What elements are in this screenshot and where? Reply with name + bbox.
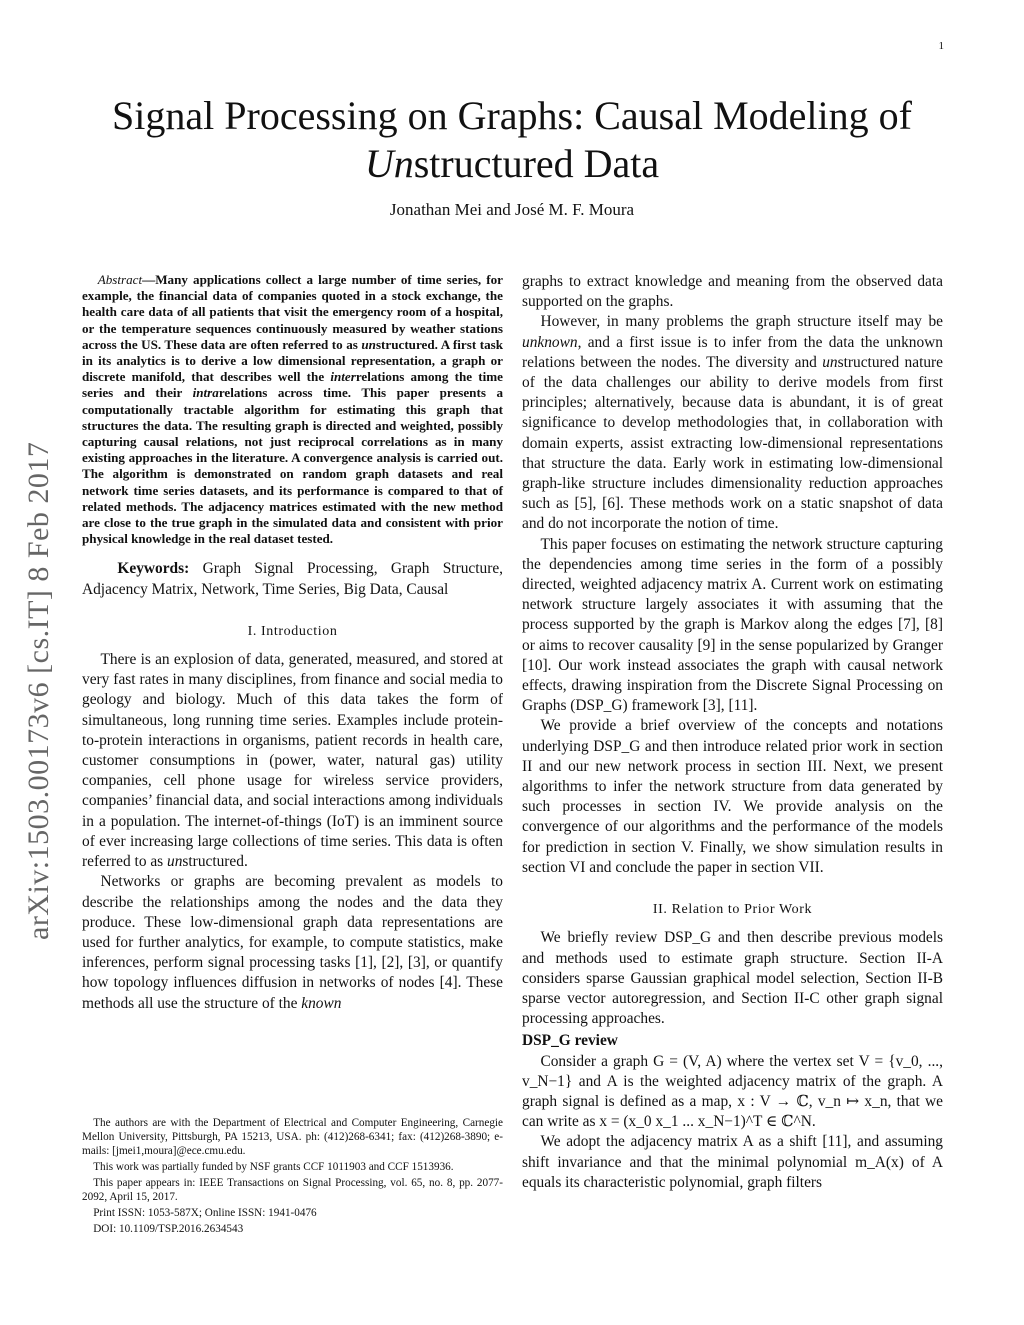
intro-paragraph-1: There is an explosion of data, generated, measured, and stored at very fast rates in many disciplines, from finance and social media to geology and biology. Much of this data takes the form of simultaneous, long running time series. Examples include protein-to-protein interactions in organisms, patient records in health care, customer consumptions in (power, water, natural gas) utility companies, cell phone usage for wireless service providers, companies’ financial data, and social interactions among individuals in a population. The internet-of-things (IoT) is an imminent source of ever increasing large collections of time series. This data is often referred to as unstructured. [82, 651, 503, 871]
right-paragraph-3: We provide a brief overview of the concepts and notations underlying DSP_G and then introduce related prior work in section II and our new network process in section III. Next, we present algorithms to infer the network structure from data generated by such processes in section IV. We provide analysis on the convergence of our algorithms and the performance of the models for prediction in section V. Finally, we show simulation results in section VI and conclude the paper in section VII. [522, 717, 943, 876]
left-column [82, 272, 503, 1014]
dspg-review-subheading: DSP_G review [522, 1032, 618, 1050]
intro-paragraph-2: Networks or graphs are becoming prevalent as models to describe the relationships among the nodes and the data they produce. These low-dimensional graph data representations are used for further analytics, for example, to compute statistics, make inferences, perform signal processing tasks [1], [2], [3], or quantify how topology influences diffusion in networks of nodes [4]. These methods all use the structure of the known [82, 873, 503, 1012]
abstract: Abstract—Many applications collect a large number of time series, for example, the financial data of companies quoted in a stock exchange, the health care data of all patients that visit the emergency room of a hospital, or the temperature sequences continuously measured by weather stations across the US. These data are often referred to as unstructured. A first task in its analytics is to derive a low dimensional representation, a graph or discrete manifold, that describes well the interrelations among the time series and their intrarelations across time. This paper presents a computationally tractable algorithm for estimating this graph that structures the data. The resulting graph is directed and weighted, possibly capturing causal relations, not just reciprocal correlations as in many existing approaches in the literature. A convergence analysis is carried out. The algorithm is demonstrated on random graph datasets and real network time series datasets, and its performance is compared to that of related methods. The adjacency matrices estimated with the new method are close to the true graph in the simulated data and consistent with prior physical knowledge in the real dataset tested. [82, 272, 503, 547]
title-line-2-italic: Un [364, 141, 414, 186]
footnote-doi: DOI: 10.1109/TSP.2016.2634543 [93, 1223, 244, 1235]
abstract-label: Abstract [97, 272, 143, 287]
author-list: Jonathan Mei and José M. F. Moura [389, 200, 635, 219]
dspg-review-paragraph-1: Consider a graph G = (V, A) where the vertex set V = {v_0, ..., v_N−1} and A is the weighted adjacency matrix of the graph. A graph signal is defined as a map, x : V → ℂ, v_n ↦ x_n, that we can write as x = (x_0 x_1 ... x_N−1)^T ∈ ℂ^N. [522, 1052, 943, 1131]
footnote-affiliation: The authors are with the Department of Electrical and Computer Engineering, Carnegie Mellon University, Pittsburgh, PA 15213, USA. ph: (412)268-6341; fax: (412)268-3890; e-mails: [jmei1,moura]@ece.cmu.edu. [82, 1117, 503, 1157]
right-paragraph-1: However, in many problems the graph structure itself may be unknown, and a first issue is to infer from the data the unknown relations between the nodes. The diversity and unstructured nature of the data challenges our ability to derive models from first principles; alternatively, because data is abundant, it is of great significance to develop methodologies that, in collaboration with domain experts, assist extracting low-dimensional representations that structure the data. Early work in estimating low-dimensional graph-like structure includes dimensionality reduction approaches such as [5], [6]. These methods work on a static snapshot of data and do not incorporate the notion of time. [522, 313, 943, 533]
section-heading-prior-work: II. Relation to Prior Work [652, 902, 813, 918]
arxiv-identifier: arXiv:1503.00173v6 [cs.IT] 8 Feb 2017 [22, 441, 55, 940]
footnote-publication: This paper appears in: IEEE Transactions on Signal Processing, vol. 65, no. 8, pp. 2077-2092, April 15, 2017. [82, 1177, 503, 1203]
right-column [522, 272, 943, 1193]
right-paragraph-0: graphs to extract knowledge and meaning from the observed data supported on the graphs. [522, 273, 943, 311]
title-line-1: Signal Processing on Graphs: Causal Modeling of [112, 93, 912, 138]
keywords-label: Keywords: [117, 560, 190, 578]
footnote-issn: Print ISSN: 1053-587X; Online ISSN: 1941-0476 [93, 1207, 317, 1219]
right-paragraph-2: This paper focuses on estimating the network structure capturing the dependencies among time series in the form of a possibly directed, weighted adjacency matrix A. Current work on estimating network structure largely associates it with assuming that the process supported by the graph is Markov along the edges [7], [8] or aims to recover causality [9] in the sense popularized by Granger [10]. Our work instead associates the graph with causal network effects, drawing inspiration from the Discrete Signal Processing on Graphs (DSP_G) framework [3], [11]. [522, 535, 943, 715]
paper-title [60, 92, 964, 188]
footnotes [82, 1116, 503, 1238]
dspg-review-paragraph-2: We adopt the adjacency matrix A as a shift [11], and assuming shift invariance and that the minimal polynomial m_A(x) of A equals its characteristic polynomial, graph filters [522, 1133, 943, 1191]
page-number: 1 [938, 40, 944, 52]
title-line-2-rest: structured Data [413, 141, 660, 186]
prior-work-paragraph: We briefly review DSP_G and then describe previous models and methods used to estimate graph structure. Section II-A considers sparse Gaussian graphical model selection, Section II-B sparse vector autoregression, and Section II-C other graph signal processing approaches. [522, 929, 943, 1028]
keywords: Keywords: Graph Signal Processing, Graph Structure, Adjacency Matrix, Network, Time Series, Big Data, Causal [82, 560, 503, 598]
section-heading-introduction: I. Introduction [247, 623, 338, 639]
footnote-funding: This work was partially funded by NSF grants CCF 1011903 and CCF 1513936. [93, 1161, 454, 1173]
